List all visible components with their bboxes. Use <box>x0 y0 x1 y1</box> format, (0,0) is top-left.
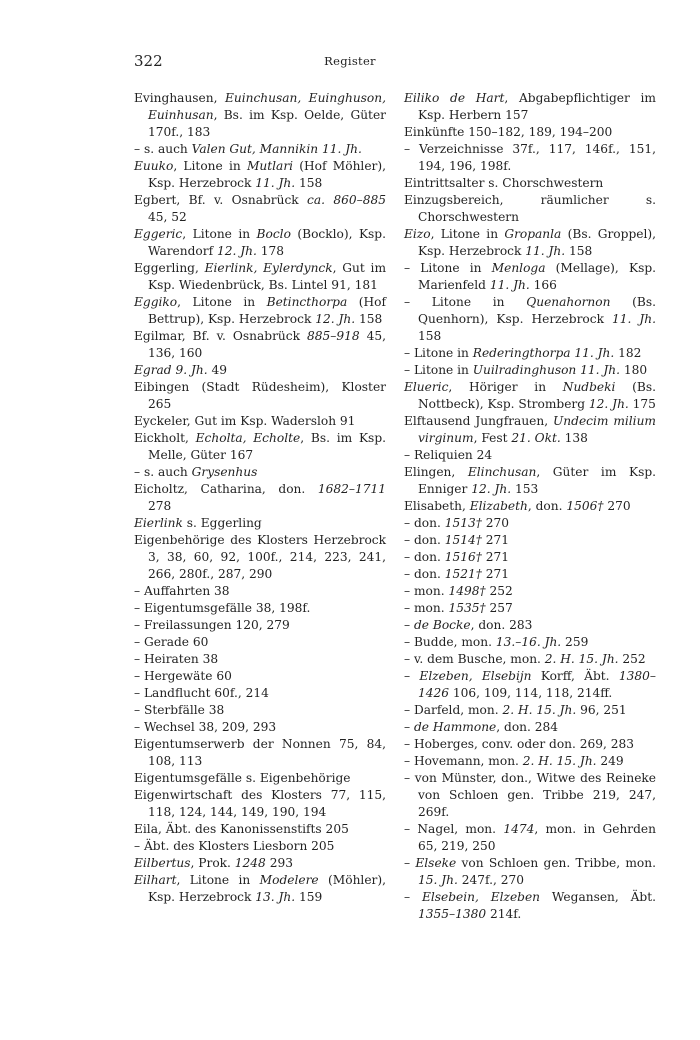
index-entry-text: , Bs. im Ksp. Oelde, Güter 170f., 183 <box>148 108 386 139</box>
index-entry-italic-text: Mutlari <box>246 159 294 173</box>
index-entry <box>404 175 656 192</box>
running-head: Register <box>324 54 376 68</box>
index-entry-text: , don. 283 <box>470 618 533 632</box>
index-entry-text: Wegansen, Äbt. <box>540 890 656 904</box>
index-entry-text: , don. 284 <box>496 720 559 734</box>
index-entry-text: 259 <box>561 635 589 649</box>
index-entry-text: 257 <box>485 601 513 615</box>
index-entry-text: – Darfeld, mon. <box>404 703 503 717</box>
index-entry <box>134 821 386 838</box>
index-entry-italic-text: Eggiko <box>134 295 178 309</box>
index-entry-text: 158 <box>565 244 593 258</box>
index-entry-text: Egbert, Bf. v. Osnabrück <box>134 193 308 207</box>
index-entry <box>404 464 656 498</box>
index-column-left <box>134 90 386 906</box>
index-entry-text: – don. <box>404 516 445 530</box>
index-entry-text: (Bs. Groppel), Ksp. Herzebrock <box>418 227 656 258</box>
index-entry-text: Einkünfte 150–182, 189, 194–200 <box>404 125 613 139</box>
index-entry-text: Eigenwirtschaft des Klosters 77, 115, 118, 124, 144, 149, 190, 194 <box>134 788 386 819</box>
index-entry-italic-text: Elseke <box>415 856 457 870</box>
index-entry-text: – Wechsel 38, 209, 293 <box>134 720 277 734</box>
index-entry <box>404 668 656 702</box>
index-entry <box>134 770 386 787</box>
index-entry-text: 106, 109, 114, 118, 214ff. <box>449 686 613 700</box>
index-entry-italic-text: Elsebein, Elzeben <box>421 890 541 904</box>
index-entry-text: 271 <box>481 533 509 547</box>
index-entry-italic-text: 1248 <box>234 856 266 870</box>
index-entry <box>404 515 656 532</box>
index-entry-italic-text: Betincthorpa <box>266 295 348 309</box>
index-entry-text: 249 <box>596 754 624 768</box>
index-entry-italic-text: 1380–1426 <box>418 669 656 700</box>
index-entry <box>134 736 386 770</box>
index-entry-text: Egilmar, Bf. v. Osnabrück <box>134 329 307 343</box>
index-entry-italic-text: 12. Jh. <box>216 244 257 258</box>
index-entry <box>134 583 386 600</box>
index-entry-text: Einzugsbereich, räumlicher s. Chorschwestern <box>404 193 656 224</box>
index-entry-text: (Bs. Nottbeck), Ksp. Stromberg <box>418 380 656 411</box>
index-entry-italic-text: 2. H. 15. Jh. <box>544 652 619 666</box>
index-entry-text: – mon. <box>404 601 449 615</box>
index-entry-text: , Höriger in <box>448 380 563 394</box>
index-entry-italic-text: Elizabeth <box>469 499 528 513</box>
index-entry-italic-text: 15. Jh. <box>418 873 458 887</box>
index-entry-text: Eickholt, <box>134 431 196 445</box>
index-entry-text: Eigenbehörige des Klosters Herzebrock 3, 38, 60, 92, 100f., 214, 223, 241, 266, 280f., 287, 290 <box>134 533 386 581</box>
index-entry <box>404 226 656 260</box>
index-entry-text: – Litone in <box>404 346 473 360</box>
index-entry-text: – <box>404 669 420 683</box>
index-entry-italic-text: Eiliko de Hart <box>404 91 505 105</box>
index-entry-italic-text: Undecim milium virginum <box>418 414 656 445</box>
index-entry-text: 182 <box>614 346 642 360</box>
index-entry-italic-text: Boclo <box>256 227 291 241</box>
index-entry-text: 45, 52 <box>148 210 187 224</box>
index-entry-text: – don. <box>404 567 445 581</box>
index-entry-text: (Bs. Quenhorn), Ksp. Herzebrock <box>418 295 656 326</box>
index-entry-italic-text: 1535† <box>448 601 486 615</box>
index-entry-text: – <box>404 618 414 632</box>
index-entry <box>404 736 656 753</box>
index-entry-text: , Fest <box>473 431 512 445</box>
index-entry-text: 278 <box>148 499 172 513</box>
index-entry <box>404 889 656 923</box>
index-entry <box>134 260 386 294</box>
index-entry-text: , mon. in Gehrden 65, 219, 250 <box>418 822 656 853</box>
index-entry <box>134 532 386 583</box>
index-entry-text: – Hovemann, mon. <box>404 754 523 768</box>
index-entry-italic-text: 1498† <box>448 584 486 598</box>
index-entry-text: , Litone in <box>176 873 260 887</box>
index-entry <box>134 141 386 158</box>
index-entry-text: – Litone in <box>404 261 492 275</box>
page-number: 322 <box>134 52 163 70</box>
index-entry-italic-text: Grysenhus <box>191 465 258 479</box>
index-entry-text: 252 <box>485 584 513 598</box>
index-entry-italic-text: Modelere <box>259 873 319 887</box>
index-entry-text: , Abgabepflichtiger im Ksp. Herbern 157 <box>418 91 656 122</box>
index-entry-text: – Sterbfälle 38 <box>134 703 225 717</box>
index-entry <box>134 464 386 481</box>
index-entry <box>134 294 386 328</box>
index-entry-text: Korff, Äbt. <box>531 669 619 683</box>
index-entry <box>404 192 656 226</box>
index-entry-italic-text: 1514† <box>444 533 482 547</box>
index-entry-text: (Bocklo), Ksp. Warendorf <box>148 227 386 258</box>
index-entry-italic-text: 885–918 <box>306 329 360 343</box>
index-entry <box>134 838 386 855</box>
index-entry-italic-text: Nudbeki <box>562 380 616 394</box>
index-entry-text: Eggerling, <box>134 261 205 275</box>
index-entry-text: 158 <box>295 176 323 190</box>
index-entry-text: 49 <box>207 363 227 377</box>
index-entry-text: 247f., 270 <box>457 873 524 887</box>
index-entry-text: , Litone in <box>173 159 247 173</box>
index-entry-text: 45, 136, 160 <box>148 329 386 360</box>
index-entry-text: – <box>404 890 422 904</box>
index-entry-text: – Budde, mon. <box>404 635 496 649</box>
index-entry-text: Eila, Äbt. des Kanonissenstifts 205 <box>134 822 349 836</box>
index-entry-text: – <box>404 720 414 734</box>
index-entry <box>134 90 386 141</box>
index-entry-italic-text: 11. Jh. <box>611 312 656 326</box>
index-entry <box>404 634 656 651</box>
index-entry <box>404 294 656 345</box>
index-entry-text: 159 <box>295 890 323 904</box>
index-entry-italic-text: 1516† <box>444 550 482 564</box>
index-entry <box>404 583 656 600</box>
index-entry-text: von Schloen gen. Tribbe, mon. <box>456 856 656 870</box>
index-entry-text: , Litone in <box>177 295 267 309</box>
index-entry-text: – Eigentumsgefälle 38, 198f. <box>134 601 311 615</box>
index-entry-italic-text: 11. Jh. <box>489 278 530 292</box>
index-entry-text: – don. <box>404 550 445 564</box>
index-entry <box>404 855 656 889</box>
index-entry-italic-text: 13. Jh. <box>255 890 296 904</box>
index-entry <box>404 379 656 413</box>
index-entry-text: Elisabeth, <box>404 499 470 513</box>
index-entry <box>134 651 386 668</box>
index-entry-text: – Gerade 60 <box>134 635 209 649</box>
index-entry-italic-text: Gropanla <box>504 227 562 241</box>
index-entry <box>404 260 656 294</box>
index-entry-italic-text: Eierlink, Eylerdynck <box>204 261 333 275</box>
index-entry <box>404 124 656 141</box>
index-entry <box>404 362 656 379</box>
index-entry-text: Eibingen (Stadt Rüdesheim), Kloster 265 <box>134 380 386 411</box>
index-entry-text: – Verzeichnisse 37f., 117, 146f., 151, 194, 196, 198f. <box>404 142 656 173</box>
index-entry-italic-text: 12. Jh. <box>588 397 629 411</box>
index-entry-text: , Bs. im Ksp. Melle, Güter 167 <box>148 431 386 462</box>
index-entry <box>404 719 656 736</box>
index-entry-text: – Nagel, mon. <box>404 822 504 836</box>
index-entry <box>134 702 386 719</box>
index-entry-italic-text: 13.–16. Jh. <box>495 635 562 649</box>
index-entry-text: 180 <box>620 363 648 377</box>
index-entry-text: Eigentumserwerb der Nonnen 75, 84, 108, 113 <box>134 737 386 768</box>
index-entry <box>404 141 656 175</box>
index-entry-italic-text: de Hammone <box>413 720 497 734</box>
index-entry-italic-text: Euinchusan, Euinghuson, Euinhusan <box>148 91 386 122</box>
index-entry <box>134 481 386 515</box>
index-entry-text: 158 <box>418 329 442 343</box>
index-entry-italic-text: Valen Gut, Mannikin 11. Jh. <box>191 142 362 156</box>
index-entry <box>134 668 386 685</box>
index-entry-text: – Litone in <box>404 363 473 377</box>
index-entry-italic-text: Uuilradinghuson 11. Jh. <box>472 363 621 377</box>
index-entry-italic-text: 1474 <box>503 822 535 836</box>
index-entry-text: – v. dem Busche, mon. <box>404 652 545 666</box>
index-entry <box>134 515 386 532</box>
index-column-right <box>404 90 656 923</box>
index-entry <box>134 192 386 226</box>
index-entry <box>134 379 386 413</box>
index-entry-italic-text: Eierlink <box>134 516 183 530</box>
index-entry-text: 214f. <box>486 907 522 921</box>
index-entry-text: (Möhler), Ksp. Herzebrock <box>148 873 386 904</box>
index-entry <box>134 617 386 634</box>
index-entry-text: – Litone in <box>404 295 527 309</box>
index-entry <box>404 498 656 515</box>
index-entry-text: 138 <box>560 431 588 445</box>
index-entry-italic-text: Elinchusan <box>467 465 537 479</box>
index-entry-text: , Güter im Ksp. Enniger <box>418 465 657 496</box>
index-entry <box>404 532 656 549</box>
index-entry-italic-text: Rederingthorpa 11. Jh. <box>472 346 615 360</box>
index-entry <box>404 345 656 362</box>
index-entry-italic-text: 21. Okt. <box>511 431 561 445</box>
index-entry <box>134 787 386 821</box>
index-entry <box>404 651 656 668</box>
index-entry-text: , Prok. <box>190 856 235 870</box>
index-entry-italic-text: 12. Jh. <box>315 312 356 326</box>
index-entry-text: 271 <box>481 567 509 581</box>
index-entry-text: Eintrittsalter s. Chorschwestern <box>404 176 604 190</box>
index-entry <box>404 617 656 634</box>
index-entry <box>134 719 386 736</box>
index-entry-text: 270 <box>603 499 631 513</box>
index-entry-text: , Gut im Ksp. Wiedenbrück, Bs. Lintel 91, 181 <box>148 261 386 292</box>
index-entry <box>404 549 656 566</box>
index-entry <box>404 753 656 770</box>
index-entry <box>134 226 386 260</box>
index-entry-italic-text: 1521† <box>444 567 482 581</box>
index-entry-italic-text: Echolta, Echolte <box>195 431 301 445</box>
index-entry-text: 271 <box>481 550 509 564</box>
index-entry <box>134 362 386 379</box>
index-entry-text: Evinghausen, <box>134 91 225 105</box>
index-entry-text: Elftausend Jungfrauen, <box>404 414 554 428</box>
index-entry-italic-text: 1506† <box>566 499 604 513</box>
index-entry-text: 158 <box>355 312 383 326</box>
index-entry-text: (Mellage), Ksp. Marienfeld <box>418 261 656 292</box>
index-entry-italic-text: 2. H. 15. Jh. <box>502 703 577 717</box>
index-entry-italic-text: Euuko <box>134 159 174 173</box>
index-entry <box>134 634 386 651</box>
index-entry <box>134 413 386 430</box>
index-entry <box>134 430 386 464</box>
index-entry-italic-text: 1355–1380 <box>418 907 487 921</box>
index-entry-italic-text: 11. Jh. <box>525 244 566 258</box>
index-entry-italic-text: ca. 860–885 <box>307 193 386 207</box>
index-entry-text: Eyckeler, Gut im Ksp. Wadersloh 91 <box>134 414 356 428</box>
index-entry-text: Eigentumsgefälle s. Eigenbehörige <box>134 771 351 785</box>
index-entry-italic-text: Eilhart <box>134 873 177 887</box>
index-entry-italic-text: Eggeric <box>134 227 183 241</box>
index-entry-text: , Litone in <box>182 227 257 241</box>
index-entry <box>134 158 386 192</box>
index-entry <box>404 447 656 464</box>
index-entry-text: , Litone in <box>430 227 505 241</box>
index-entry <box>404 770 656 821</box>
index-entry-text: – Äbt. des Klosters Liesborn 205 <box>134 839 335 853</box>
index-entry <box>134 600 386 617</box>
index-entry-text: – von Münster, don., Witwe des Reineke von Schloen gen. Tribbe 219, 247, 269f. <box>404 771 656 819</box>
index-entry <box>134 685 386 702</box>
index-entry-italic-text: Quenahornon <box>526 295 611 309</box>
index-entry-text: Eicholtz, Catharina, don. <box>134 482 318 496</box>
index-entry-text: – Freilassungen 120, 279 <box>134 618 290 632</box>
index-entry-text: – Heiraten 38 <box>134 652 219 666</box>
index-entry-italic-text: de Bocke <box>413 618 471 632</box>
index-entry-text: – mon. <box>404 584 449 598</box>
index-entry-text: – Landflucht 60f., 214 <box>134 686 269 700</box>
index-entry <box>404 90 656 124</box>
index-entry-italic-text: Menloga <box>491 261 546 275</box>
index-entry <box>404 600 656 617</box>
index-entry-text: 153 <box>511 482 539 496</box>
index-entry-italic-text: Elzeben, Elsebijn <box>419 669 532 683</box>
index-entry-text: 293 <box>265 856 293 870</box>
index-entry-italic-text: Eilbertus <box>134 856 191 870</box>
index-entry <box>134 328 386 362</box>
index-entry-italic-text: Egrad 9. Jh. <box>134 363 208 377</box>
index-entry-text: 252 <box>618 652 646 666</box>
index-entry <box>404 566 656 583</box>
index-entry-italic-text: Elueric <box>404 380 449 394</box>
index-entry-text: Elingen, <box>404 465 468 479</box>
index-entry <box>404 821 656 855</box>
index-entry-text: 96, 251 <box>576 703 627 717</box>
index-entry <box>134 872 386 906</box>
index-entry-text: – Hergewäte 60 <box>134 669 232 683</box>
index-entry-italic-text: 1682–1711 <box>317 482 386 496</box>
index-entry <box>404 702 656 719</box>
index-entry-text: s. Eggerling <box>182 516 262 530</box>
index-entry-text: 178 <box>256 244 284 258</box>
index-entry-text: – don. <box>404 533 445 547</box>
index-entry-italic-text: 1513† <box>444 516 482 530</box>
index-entry <box>134 855 386 872</box>
index-entry-text: – Hoberges, conv. oder don. 269, 283 <box>404 737 635 751</box>
index-entry-text: , don. <box>527 499 567 513</box>
index-entry-text: 166 <box>529 278 557 292</box>
index-entry <box>404 413 656 447</box>
index-entry-text: – Auffahrten 38 <box>134 584 230 598</box>
index-entry-text: – Reliquien 24 <box>404 448 493 462</box>
index-entry-italic-text: Eizo <box>404 227 431 241</box>
index-entry-italic-text: 2. H. 15. Jh. <box>522 754 597 768</box>
index-entry-text: – <box>404 856 416 870</box>
index-entry-text: (Hof Möhler), Ksp. Herzebrock <box>148 159 386 190</box>
index-entry-text: (Hof Bettrup), Ksp. Herzebrock <box>148 295 386 326</box>
index-entry-italic-text: 12. Jh. <box>471 482 512 496</box>
index-entry-text: – s. auch <box>134 142 192 156</box>
index-entry-text: 175 <box>628 397 656 411</box>
index-entry-italic-text: 11. Jh. <box>255 176 296 190</box>
index-entry-text: – s. auch <box>134 465 192 479</box>
index-entry-text: 270 <box>481 516 509 530</box>
